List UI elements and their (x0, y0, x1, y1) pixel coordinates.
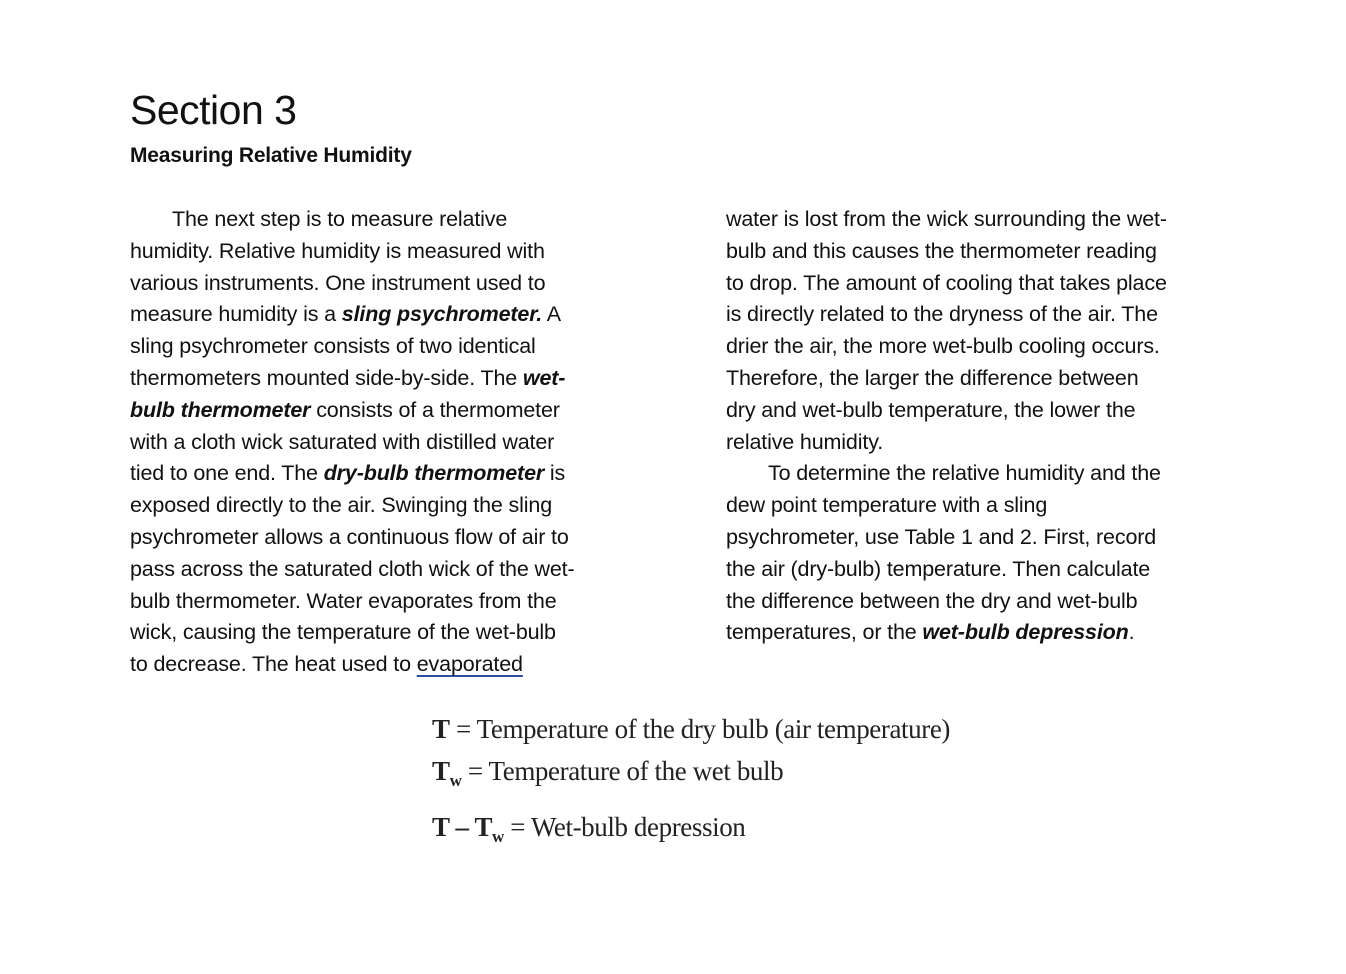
paragraph-line: sling psychrometer consists of two identical (130, 334, 536, 359)
paragraph-line: is directly related to the dryness of the air. The (726, 302, 1158, 327)
section-title: Section 3 (130, 87, 297, 133)
paragraph-line: with a cloth wick saturated with distilled water (130, 429, 555, 454)
paragraph-line: the air (dry-bulb) temperature. Then calculate (726, 556, 1151, 581)
text-run: measure humidity is a (130, 302, 342, 327)
minus-sign: – (449, 812, 475, 842)
term-wet-bulb-thermometer-part1: wet- (522, 365, 566, 390)
subscript-w: w (492, 827, 504, 846)
paragraph-line: pass across the saturated cloth wick of the wet- (130, 556, 575, 581)
paragraph-line: exposed directly to the air. Swinging the sling (130, 493, 553, 518)
section-subtitle: Measuring Relative Humidity (130, 144, 412, 167)
term-wet-bulb-depression: wet-bulb depression (922, 620, 1129, 645)
paragraph-line: Therefore, the larger the difference between (726, 365, 1139, 390)
equation-wet-bulb-depression (432, 810, 745, 854)
paragraph-line: humidity. Relative humidity is measured with (130, 238, 545, 263)
text-run: tied to one end. The (130, 461, 324, 486)
paragraph-line (130, 363, 650, 395)
term-sling-psychrometer: sling psychrometer. (341, 302, 543, 327)
symbol-t: T (474, 812, 493, 842)
text-run: temperatures, or the (726, 620, 923, 645)
equation-text: = Wet-bulb depression (503, 812, 746, 842)
paragraph-line: psychrometer, use Table 1 and 2. First, record (726, 524, 1157, 549)
text-run: consists of a thermometer (310, 397, 560, 422)
symbol-t: T (432, 812, 450, 842)
equation-text: = Temperature of the dry bulb (air temperature) (449, 714, 951, 744)
paragraph-line: drier the air, the more wet-bulb cooling occurs. (726, 334, 1160, 359)
paragraph-line: psychrometer allows a continuous flow of air to (130, 524, 569, 549)
paragraph-line: The next step is to measure relative (172, 207, 508, 231)
equation-dry-bulb (432, 712, 950, 746)
text-run: is (544, 461, 566, 486)
text-run: thermometers mounted side-by-side. The (130, 365, 523, 390)
evaporated-link[interactable]: evaporated (416, 652, 523, 677)
text-run: . (1128, 620, 1135, 645)
paragraph-line: dry and wet-bulb temperature, the lower the (726, 397, 1136, 422)
paragraph-line (130, 649, 650, 681)
paragraph-line (130, 458, 650, 490)
equation-text: = Temperature of the wet bulb (461, 756, 784, 786)
paragraph-line (130, 395, 650, 427)
paragraph-line: the difference between the dry and wet-bulb (726, 588, 1138, 613)
term-dry-bulb-thermometer: dry-bulb thermometer (323, 461, 545, 486)
subscript-w: w (449, 771, 462, 790)
paragraph-line: wick, causing the temperature of the wet-bulb (130, 620, 556, 645)
paragraph-line: relative humidity. (726, 429, 884, 454)
text-column-left (130, 204, 650, 681)
paragraph-line: various instruments. One instrument used to (130, 270, 546, 295)
paragraph-line: water is lost from the wick surrounding the wet- (726, 207, 1167, 231)
paragraph-line (726, 617, 1246, 649)
term-wet-bulb-thermometer-part2: bulb thermometer (130, 397, 311, 422)
paragraph-line: bulb and this causes the thermometer reading (726, 238, 1157, 263)
symbol-t: T (432, 714, 450, 744)
equation-wet-bulb (432, 754, 783, 798)
text-column-right (726, 204, 1246, 649)
paragraph-line: To determine the relative humidity and the (768, 461, 1161, 486)
paragraph-line: dew point temperature with a sling (726, 493, 1048, 518)
paragraph-line: bulb thermometer. Water evaporates from the (130, 588, 557, 613)
paragraph-line (130, 299, 650, 331)
paragraph-line: to drop. The amount of cooling that takes place (726, 270, 1167, 295)
symbol-t: T (432, 756, 450, 786)
text-run: to decrease. The heat used to (130, 652, 417, 677)
text-run: A (542, 302, 561, 327)
